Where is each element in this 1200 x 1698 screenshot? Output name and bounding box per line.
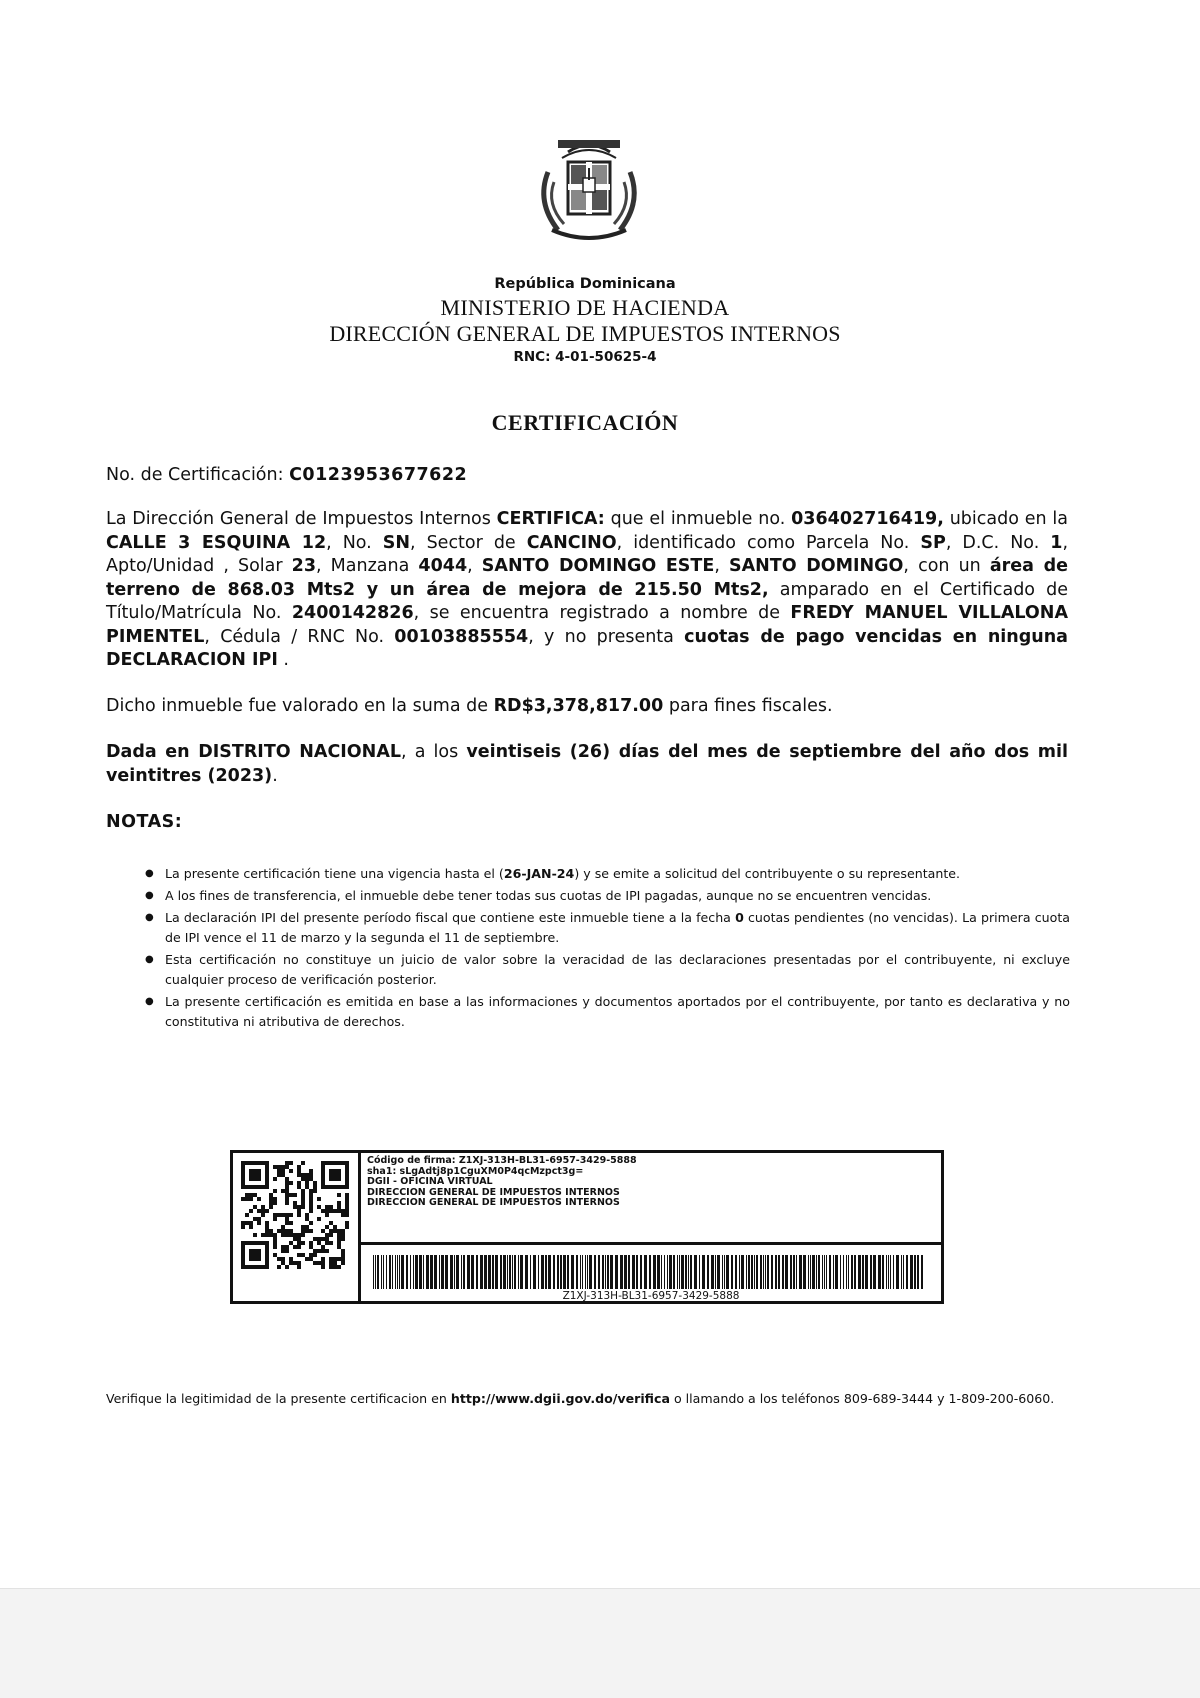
issue-date: veintiseis (26) días del mes de septiembre del año dos mil veintitres (2023) [106,742,1068,786]
list-item: ● La presente certificación es emitida en base a las informaciones y documentos aportados por el contribuyente, por tanto es declarativa y no constitutiva ni atributiva de derechos. [145,992,1070,1032]
issue-date-paragraph: Dada en DISTRITO NACIONAL, a los veintiseis (26) días del mes de septiembre del año dos mil veintitres (2023). [106,742,1068,786]
property-number: 036402716419, [791,509,944,529]
certification-paragraph: La Dirección General de Impuestos Internos CERTIFICA: que el inmueble no. 036402716419, ubicado en la CALLE 3 ESQUINA 12, No. SN, Sector de CANCINO, identificado como Parcela No. SP, D.C. No. 1, Apto/Unidad , Solar 23, Manzana 4044, SANTO DOMINGO ESTE, SANTO DOMINGO, con un área de terreno de 868.03 Mts2 y un área de mejora de 215.50 Mts2, amparado en el Certificado de Título/Matrícula No. 2400142826, se encuentra registrado a nombre de FREDY MANUEL VILLALONA PIMENTEL, Cédula / RNC No. 00103885554, y no presenta cuotas de pago vencidas en ninguna DECLARACION IPI . [106,509,1069,670]
ministry-name: MINISTERIO DE HACIENDA [440,295,730,320]
list-item: ● A los fines de transferencia, el inmueble debe tener todas sus cuotas de IPI pagadas, aunque no se encuentren vencidas. [145,886,1070,906]
list-item: ● La presente certificación tiene una vigencia hasta el (26-JAN-24) y se emite a solicitud del contribuyente o su representante. [145,864,1070,884]
rnc-number: RNC: 4-01-50625-4 [513,349,657,365]
certificate-number-line [106,465,467,485]
verification-link[interactable]: http://www.dgii.gov.do/verifica [450,1391,670,1406]
sector: CANCINO [526,532,617,553]
notes-list [145,864,1070,1034]
certificate-number-label: No. de Certificación: [106,465,290,485]
document-title: CERTIFICACIÓN [491,410,679,435]
property-value: RD$3,378,817.00 [493,696,664,716]
valuation-paragraph: Dicho inmueble fue valorado en la suma de RD$3,378,817.00 para fines fiscales. [106,696,833,716]
owner-id: 00103885554 [394,626,529,647]
verification-footer: Verifique la legitimidad de la presente certificacion en http://www.dgii.gov.do/verifica o llamando a los teléfonos 809-689-3444 y 1-809-200-6060. [106,1391,1055,1406]
barcode [373,1255,925,1289]
certificate-number: C0123953677622 [289,465,468,485]
coat-of-arms-seal [528,132,650,250]
signature-code: Código de firma: Z1XJ-313H-BL31-6957-3429-5888 [367,1155,637,1166]
notes-heading: NOTAS: [106,812,183,832]
municipality: SANTO DOMINGO ESTE [481,556,715,576]
street: CALLE 3 ESQUINA 12 [106,532,327,553]
barcode-area [361,1248,941,1301]
signature-issuer: DIRECCION GENERAL DE IMPUESTOS INTERNOS [367,1186,620,1198]
directorate-name: DIRECCIÓN GENERAL DE IMPUESTOS INTERNOS [329,321,841,346]
list-item: ● La declaración IPI del presente período fiscal que contiene este inmueble tiene a la fecha 0 cuotas pendientes (no vencidas). La primera cuota de IPI vence el 11 de marzo y la segunda el 11 de septiembre. [145,908,1070,948]
qr-code[interactable] [233,1153,361,1301]
signature-office: DGII - OFICINA VIRTUAL [367,1176,493,1187]
owner-name: FREDY MANUEL VILLALONA PIMENTEL [106,603,1068,647]
signature-details [361,1153,941,1245]
title-number: 2400142826 [291,603,414,623]
signature-issuer-2: DIRECCION GENERAL DE IMPUESTOS INTERNOS [367,1197,620,1208]
barcode-text: Z1XJ-313H-BL31-6957-3429-5888 [562,1290,740,1302]
area-description: área de terreno de 868.03 Mts2 y un área de mejora de 215.50 Mts2, [106,556,1068,600]
list-item: ● Esta certificación no constituye un juicio de valor sobre la veracidad de las declaraciones presentadas por el contribuyente, ni excluye cualquier proceso de verificación posterior. [145,950,1070,990]
country-name: República Dominicana [494,276,676,292]
page-scan-edge [0,1588,1200,1698]
province: SANTO DOMINGO [728,556,904,576]
signature-hash: sha1: sLgAdtj8p1CguXM0P4qcMzpct3g= [367,1165,584,1177]
digital-signature-box [230,1150,944,1304]
